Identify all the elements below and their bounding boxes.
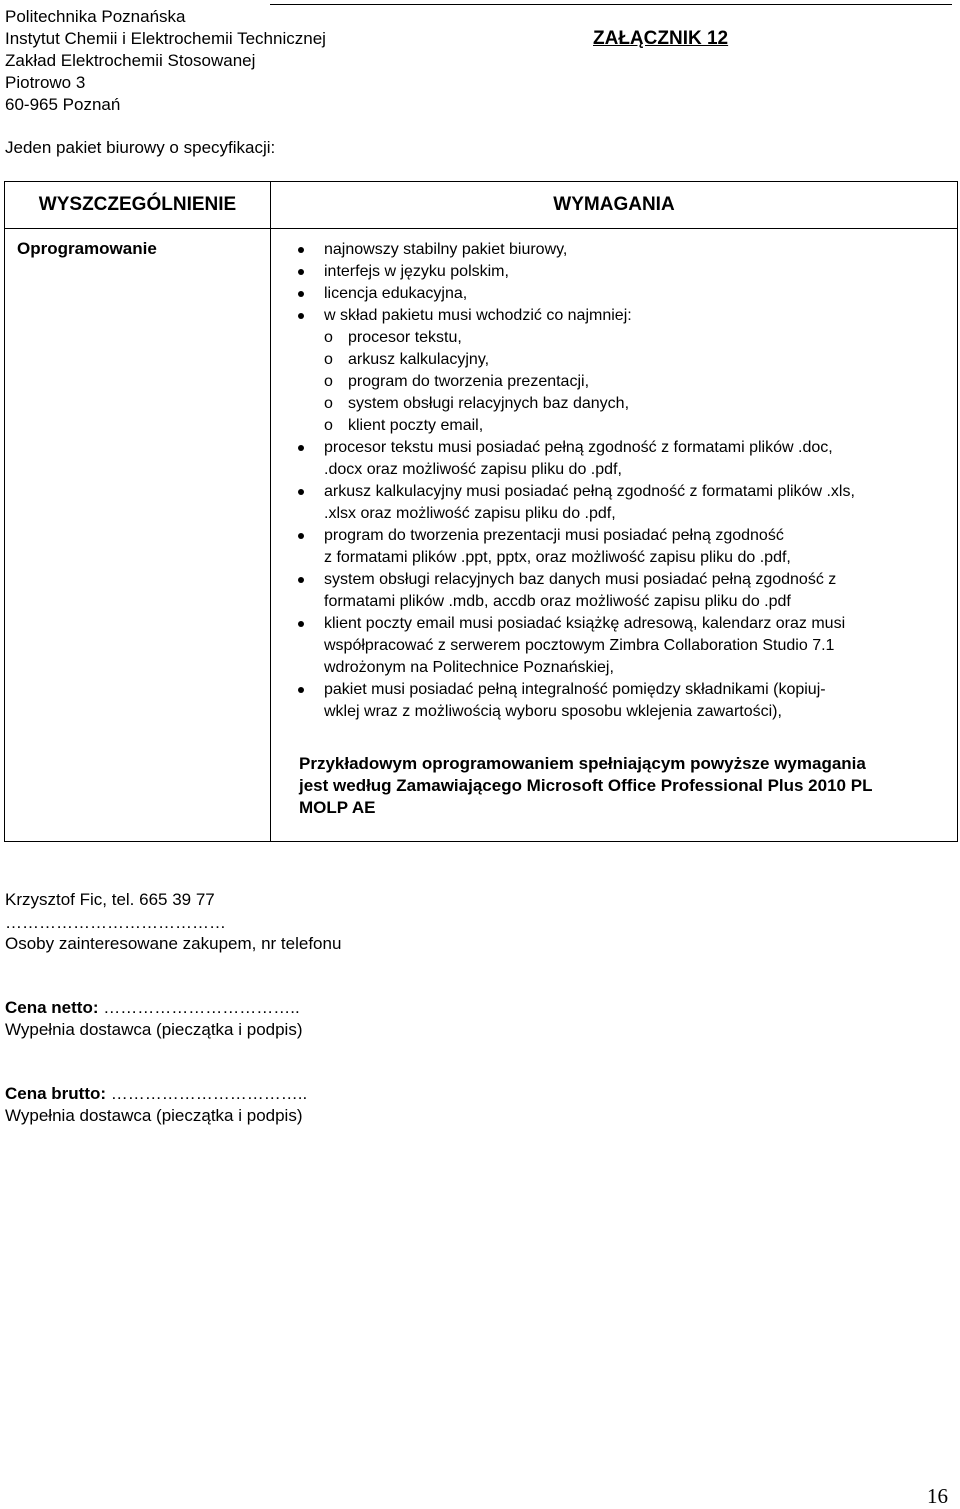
component-text: program do tworzenia prezentacji, bbox=[348, 373, 590, 390]
note-line: jest według Zamawiającego Microsoft Office Professional Plus 2010 PL bbox=[299, 776, 873, 795]
requirement-text: z formatami plików .ppt, pptx, oraz możliwość zapisu pliku do .pdf, bbox=[324, 549, 791, 566]
requirement-text: w skład pakietu musi wchodzić co najmniej: bbox=[324, 307, 632, 324]
gross-price-line bbox=[5, 1084, 307, 1104]
net-price-label: Cena netto: bbox=[5, 998, 99, 1017]
contact-person: Krzysztof Fic, tel. 665 39 77 bbox=[5, 890, 215, 909]
component-text: klient poczty email, bbox=[348, 417, 484, 434]
component-item bbox=[324, 349, 947, 371]
interested-label: Osoby zainteresowane zakupem, nr telefonu bbox=[5, 934, 342, 953]
column-header-requirements: WYMAGANIA bbox=[271, 182, 958, 229]
column-header-specification: WYSZCZEGÓLNIENIE bbox=[5, 182, 271, 229]
bullet-icon bbox=[298, 577, 304, 583]
header-rule bbox=[270, 4, 952, 5]
requirement-text: .docx oraz możliwość zapisu pliku do .pdf, bbox=[324, 461, 622, 478]
requirement-item bbox=[297, 525, 947, 569]
requirement-text: system obsługi relacyjnych baz danych musi posiadać pełną zgodność z bbox=[324, 571, 837, 588]
requirement-item bbox=[297, 613, 947, 679]
net-price-line bbox=[5, 998, 300, 1018]
requirement-text: program do tworzenia prezentacji musi posiadać pełną zgodność bbox=[324, 527, 784, 544]
gross-price-fill: …………………………….. bbox=[106, 1084, 308, 1103]
requirement-item bbox=[297, 569, 947, 613]
requirements-cell bbox=[271, 229, 958, 842]
bullet-icon bbox=[298, 621, 304, 627]
requirement-text: formatami plików .mdb, accdb oraz możliwość zapisu pliku do .pdf bbox=[324, 593, 791, 610]
component-item bbox=[324, 327, 947, 349]
bullet-icon bbox=[298, 533, 304, 539]
component-text: system obsługi relacyjnych baz danych, bbox=[348, 395, 630, 412]
bullet-icon bbox=[298, 489, 304, 495]
requirement-item bbox=[297, 261, 947, 283]
requirement-text: wklej wraz z możliwością wyboru sposobu wklejenia zawartości), bbox=[324, 703, 782, 720]
institution-address bbox=[5, 6, 326, 116]
gross-price-note: Wypełnia dostawca (pieczątka i podpis) bbox=[5, 1106, 303, 1125]
component-text: arkusz kalkulacyjny, bbox=[348, 351, 490, 368]
requirement-text: klient poczty email musi posiadać książkę adresową, kalendarz oraz musi bbox=[324, 615, 846, 632]
requirement-item bbox=[297, 481, 947, 525]
requirements-list bbox=[297, 239, 947, 723]
annex-title: ZAŁĄCZNIK 12 bbox=[593, 28, 729, 49]
intro-text: Jeden pakiet biurowy o specyfikacji: bbox=[5, 138, 276, 157]
requirement-text: pakiet musi posiadać pełną integralność pomiędzy składnikami (kopiuj- bbox=[324, 681, 826, 698]
category-cell: Oprogramowanie bbox=[5, 229, 271, 842]
institution-line: 60-965 Poznań bbox=[5, 95, 121, 114]
bullet-icon bbox=[298, 687, 304, 693]
component-list bbox=[324, 327, 947, 437]
component-item bbox=[324, 393, 947, 415]
institution-line: Zakład Elektrochemii Stosowanej bbox=[5, 51, 256, 70]
sub-bullet-icon: o bbox=[324, 351, 333, 368]
sub-bullet-icon: o bbox=[324, 417, 333, 434]
bullet-icon bbox=[298, 313, 304, 319]
phone-fill-line: ………………………………… bbox=[5, 913, 226, 932]
requirement-text: arkusz kalkulacyjny musi posiadać pełną zgodność z formatami plików .xls, bbox=[324, 483, 855, 500]
requirement-item bbox=[297, 437, 947, 481]
requirement-item bbox=[297, 679, 947, 723]
requirement-text: procesor tekstu musi posiadać pełną zgodność z formatami plików .doc, bbox=[324, 439, 833, 456]
requirement-text: współpracować z serwerem pocztowym Zimbra Collaboration Studio 7.1 bbox=[324, 637, 835, 654]
requirement-item bbox=[297, 239, 947, 261]
component-text: procesor tekstu, bbox=[348, 329, 462, 346]
bullet-icon bbox=[298, 445, 304, 451]
requirement-text: interfejs w języku polskim, bbox=[324, 263, 509, 280]
sub-bullet-icon: o bbox=[324, 329, 333, 346]
component-item bbox=[324, 371, 947, 393]
requirement-text: najnowszy stabilny pakiet biurowy, bbox=[324, 241, 568, 258]
net-price-fill: …………………………….. bbox=[98, 998, 300, 1017]
bullet-icon bbox=[298, 247, 304, 253]
institution-line: Instytut Chemii i Elektrochemii Technicznej bbox=[5, 29, 326, 48]
bullet-icon bbox=[298, 269, 304, 275]
sub-bullet-icon: o bbox=[324, 373, 333, 390]
note-line: MOLP AE bbox=[299, 798, 376, 817]
example-software-note bbox=[297, 753, 947, 819]
institution-line: Piotrowo 3 bbox=[5, 73, 86, 92]
sub-bullet-icon: o bbox=[324, 395, 333, 412]
institution-line: Politechnika Poznańska bbox=[5, 7, 186, 26]
requirement-item bbox=[297, 283, 947, 305]
requirement-text: licencja edukacyjna, bbox=[324, 285, 468, 302]
requirement-item bbox=[297, 305, 947, 437]
requirement-text: .xlsx oraz możliwość zapisu pliku do .pdf, bbox=[324, 505, 616, 522]
component-item bbox=[324, 415, 947, 437]
page-number: 16 bbox=[927, 1484, 948, 1508]
requirement-text: wdrożonym na Politechnice Poznańskiej, bbox=[324, 659, 614, 676]
gross-price-label: Cena brutto: bbox=[5, 1084, 107, 1103]
net-price-note: Wypełnia dostawca (pieczątka i podpis) bbox=[5, 1020, 303, 1039]
specification-table bbox=[4, 181, 958, 842]
bullet-icon bbox=[298, 291, 304, 297]
note-line: Przykładowym oprogramowaniem spełniającym powyższe wymagania bbox=[299, 754, 866, 773]
